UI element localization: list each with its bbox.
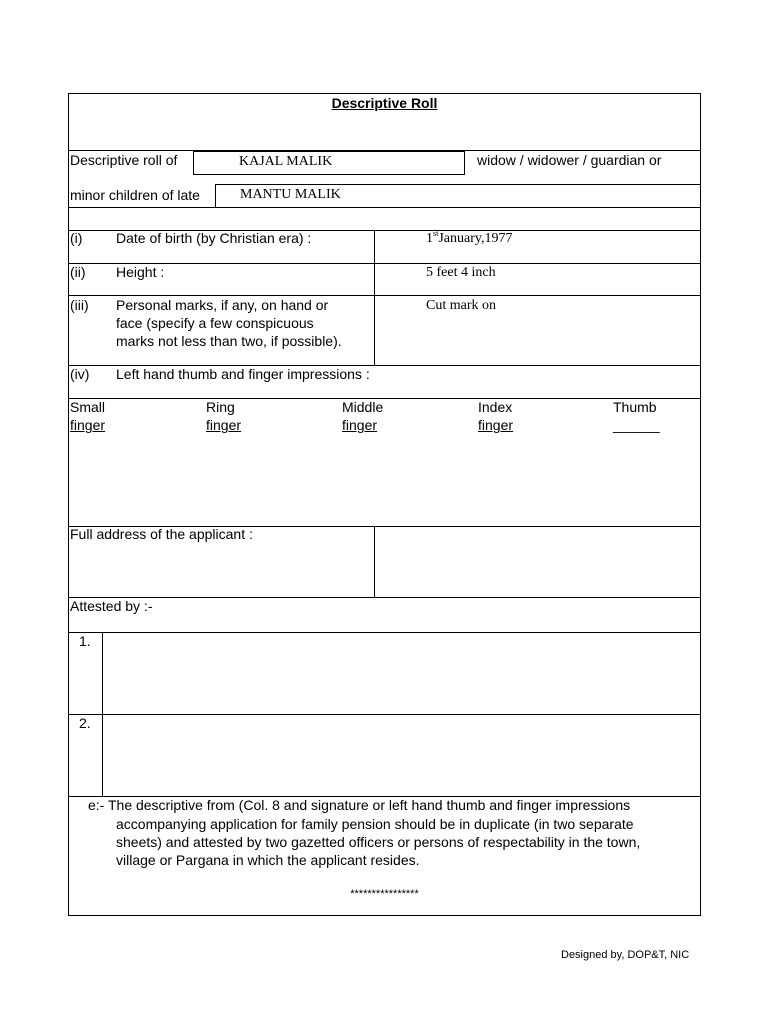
attester-number: 2. [79, 715, 91, 731]
finger-label: finger [478, 417, 514, 433]
finger-label: ______ [613, 417, 660, 433]
finger-label: Index [478, 399, 513, 415]
note-line: sheets) and attested by two gazetted officers or persons of respectability in the town, [116, 834, 641, 850]
finger-label: Middle [342, 399, 384, 415]
height-value: 5 feet 4 inch [426, 265, 496, 280]
finger-label: Ring [206, 399, 235, 415]
divider [68, 398, 701, 399]
address-field[interactable] [375, 527, 700, 597]
note-line: village or Pargana in which the applicant resides. [116, 852, 420, 868]
finger-label: Small [70, 399, 106, 415]
item-number: (iii) [70, 297, 89, 313]
form-title: Descriptive Roll [331, 95, 438, 111]
finger-label: finger [206, 417, 242, 433]
divider [68, 207, 701, 208]
personal-marks-value: Cut mark on [426, 298, 496, 313]
deceased-name-field[interactable] [215, 184, 701, 208]
column-divider [374, 230, 375, 365]
item-label-line: marks not less than two, if possible). [116, 333, 342, 349]
item-label-line: Personal marks, if any, on hand or [116, 297, 329, 313]
item-number: (iv) [70, 366, 90, 382]
item-label: Height : [116, 264, 165, 280]
applicant-name-value: KAJAL MALIK [239, 154, 333, 169]
divider [68, 597, 701, 598]
item-label: Date of birth (by Christian era) : [116, 230, 312, 246]
attester-field[interactable] [103, 715, 700, 796]
applicant-name-field[interactable] [193, 151, 465, 175]
address-label: Full address of the applicant : [70, 526, 253, 542]
note-line: accompanying application for family pension should be in duplicate (in two separate [116, 816, 634, 832]
deceased-name-value: MANTU MALIK [240, 187, 341, 202]
item-number: (ii) [70, 264, 86, 280]
attester-field[interactable] [103, 633, 700, 714]
roll-of-suffix: widow / widower / guardian or [477, 152, 662, 168]
note-line: e:- The descriptive from (Col. 8 and signature or left hand thumb and finger impressions [88, 797, 631, 813]
item-label-line: face (specify a few conspicuous [116, 315, 314, 331]
attested-label: Attested by :- [70, 598, 153, 614]
finger-label: finger [70, 417, 106, 433]
late-label: minor children of late [70, 187, 200, 203]
item-label: Left hand thumb and finger impressions : [116, 366, 370, 382]
item-number: (i) [70, 230, 83, 246]
finger-label: finger [342, 417, 378, 433]
finger-label: Thumb [613, 399, 657, 415]
attester-number: 1. [79, 633, 91, 649]
end-stars: **************** [350, 888, 419, 900]
date-of-birth-value: 1stJanuary,1977 [426, 229, 513, 246]
footer-credit: Designed by, DOP&T, NIC [561, 949, 690, 961]
roll-of-label: Descriptive roll of [70, 152, 178, 168]
